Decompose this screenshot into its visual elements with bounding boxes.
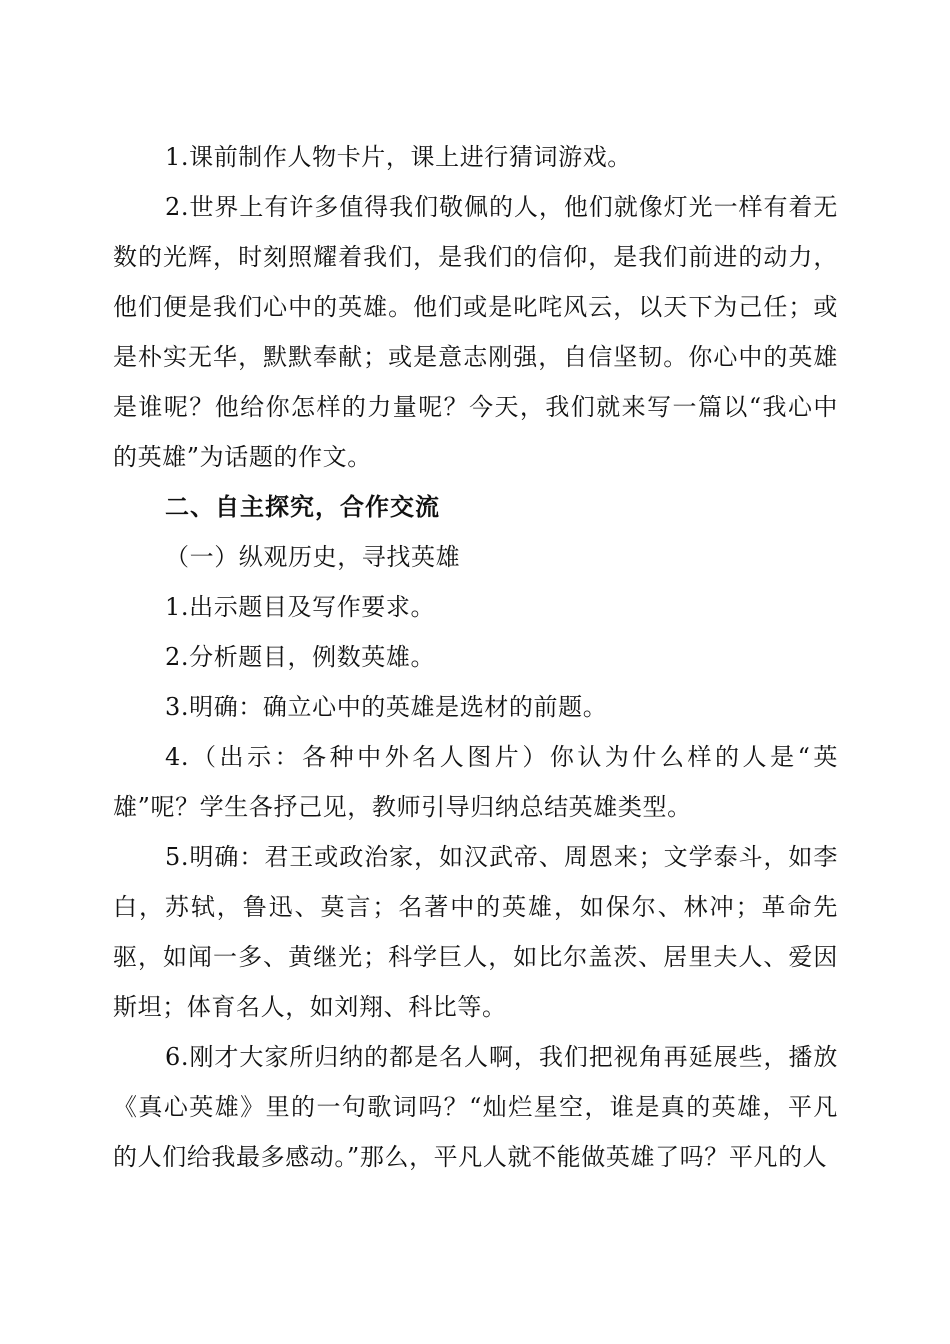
paragraph-clarify-topic: 3.明确：确立心中的英雄是选材的前题。 — [165, 693, 608, 721]
paragraph-analyze-topic: 2.分析题目，例数英雄。 — [165, 643, 436, 671]
section-heading: 二、自主探究，合作交流 — [165, 493, 440, 521]
document-body — [113, 132, 838, 1182]
paragraph-ordinary-heroes: 6.刚才大家所归纳的都是名人啊，我们把视角再延展些，播放《真心英雄》里的一句歌词吗？“灿烂星空，谁是真的英雄，平凡的人们给我最多感动。”那么，平凡人就不能做英雄了吗？平凡的人 — [113, 1043, 838, 1171]
paragraph-card-game: 1.课前制作人物卡片，课上进行猜词游戏。 — [165, 143, 632, 171]
paragraph-hero-types: 5.明确：君王或政治家，如汉武帝、周恩来；文学泰斗，如李白，苏轼，鲁迅、莫言；名著中的英雄，如保尔、林冲；革命先驱，如闻一多、黄继光；科学巨人，如比尔盖茨、居里夫人、爱因斯坦；体育名人，如刘翔、科比等。 — [113, 843, 838, 1021]
subsection-heading: （一）纵观历史，寻找英雄 — [165, 543, 461, 571]
paragraph-show-topic: 1.出示题目及写作要求。 — [165, 593, 436, 621]
paragraph-discuss-heroes: 4.（出示：各种中外名人图片）你认为什么样的人是“英雄”呢？学生各抒己见，教师引导归纳总结英雄类型。 — [113, 743, 838, 821]
paragraph-hero-introduction: 2.世界上有许多值得我们敬佩的人，他们就像灯光一样有着无数的光辉，时刻照耀着我们，是我们的信仰，是我们前进的动力，他们便是我们心中的英雄。他们或是叱咤风云，以天下为己任；或是朴实无华，默默奉献；或是意志刚强，自信坚韧。你心中的英雄是谁呢？他给你怎样的力量呢？今天，我们就来写一篇以“我心中的英雄”为话题的作文。 — [113, 193, 838, 471]
